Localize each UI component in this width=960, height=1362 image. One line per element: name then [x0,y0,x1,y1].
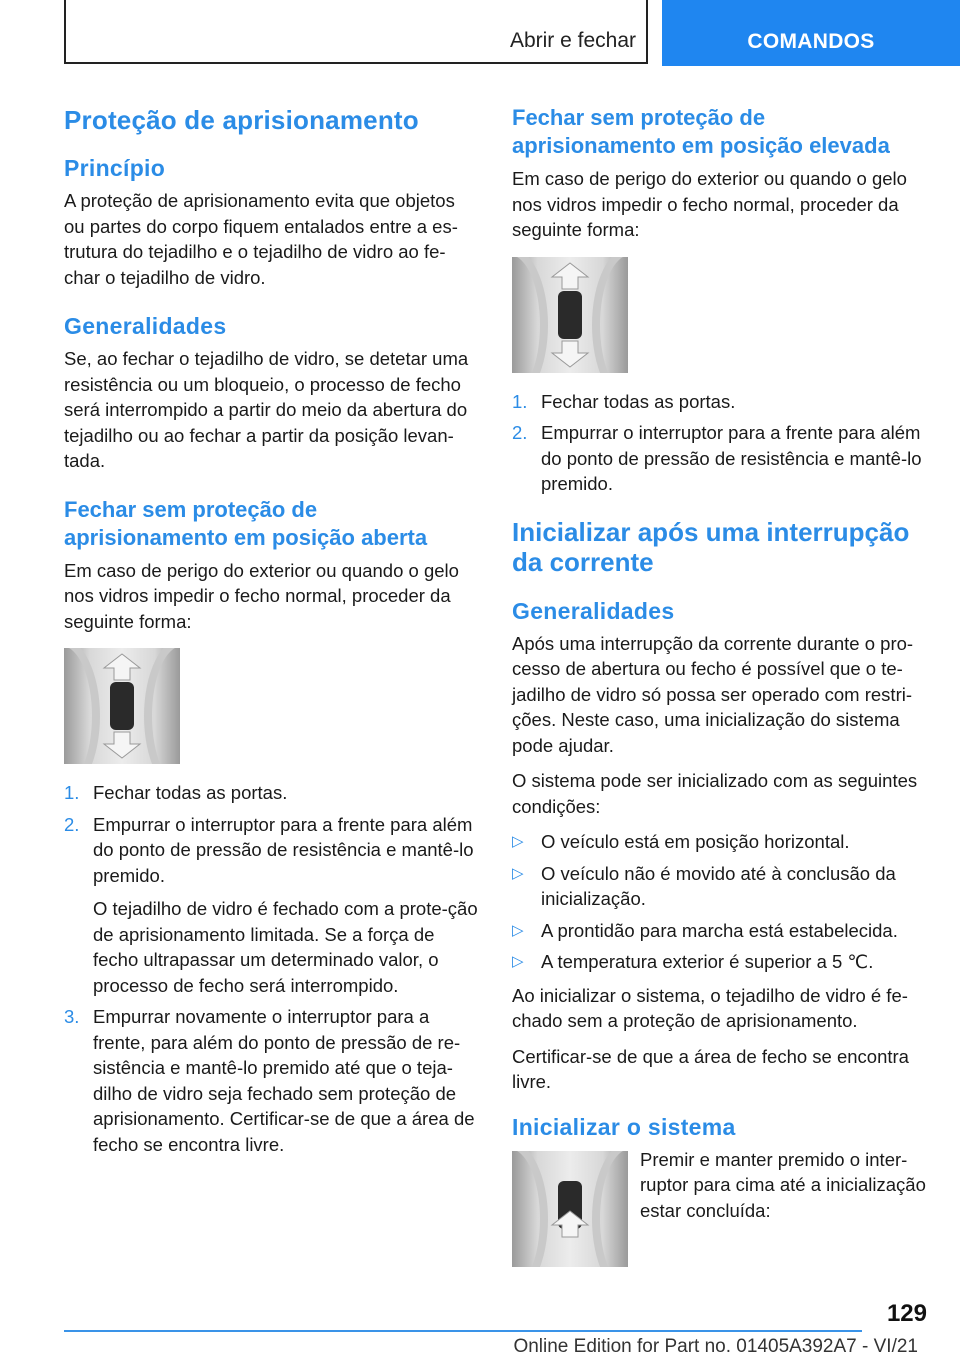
elevada-heading: Fechar sem proteção de aprisionamento em posição elevada [512,105,890,158]
arrow-down-icon [550,339,590,369]
principio-heading: Princípio [64,155,166,181]
footer-divider [64,1330,862,1332]
list-item: 1. Fechar todas as portas. [64,782,288,803]
arrow-up-icon [102,652,142,682]
triangle-bullet-icon: ▷ [512,833,524,850]
aberta-steps-list [64,780,480,1157]
arrow-down-icon [102,730,142,760]
sys-heading: Inicializar o sistema [512,1113,736,1140]
triangle-bullet-icon: ▷ [512,864,524,882]
elevada-text: Em caso de perigo do exterior ou quando o gelo nos vidros impedir o fecho normal, proceder da seguinte forma: [512,168,907,240]
list-item: ▷ A prontidão para marcha está estabelecida. [512,918,928,944]
gen-text-4: Certificar-se de que a área de fecho se encontra livre. [512,1045,909,1092]
switch-icon [558,291,582,339]
aberta-text: Em caso de perigo do exterior ou quando o gelo nos vidros impedir o fecho normal, proceder da seguinte forma: [64,559,459,632]
triangle-bullet-icon: ▷ [512,921,524,939]
list-item: 1. Fechar todas as portas. [512,390,736,412]
switch-illustration-up [512,1151,628,1267]
elevada-steps-list [512,389,928,497]
arrow-up-icon [550,1209,590,1239]
sys-text: Premir e manter premido o inter-ruptor para cima até a inicialização estar concluída: [640,1148,926,1221]
gen-text-2: O sistema pode ser inicializado com as seguintes condições: [512,770,918,817]
generalidades-text: Se, ao fechar o tejadilho de vidro, se detetar uma resistência ou um bloqueio, o processo de fecho será interrompido a partir do meio da abertura do tejadilho ou ao fechar a partir da posição levan-tada. [64,348,469,471]
sys-block [512,1147,928,1267]
aberta-heading: Fechar sem proteção de aprisionamento em posição aberta [64,496,428,550]
list-item: 2. Empurrar o interruptor para a frente para além do ponto de pressão de resistência e mantê-lo premido. O tejadilho de vidro é fechado com a prote-ção de aprisionamento limitada. Se a força de fecho ultrapassar um determinado valor, o processo de fecho será interrompido. [64,813,478,996]
gen-heading: Generalidades [512,597,675,624]
gen-text-1: Após uma interrupção da corrente durante o pro-cesso de abertura ou fecho é possível que o te-jadilho de vidro só possa ser operado com restri-ções. Neste caso, uma inicialização do sistema pode ajudar. [512,632,914,756]
init-heading: Inicializar após uma interrupção da corrente [512,516,910,577]
list-item: ▷ A temperatura exterior é superior a 5 ℃. [512,949,928,975]
conditions-list [512,829,928,975]
list-item: ▷ O veículo está em posição horizontal. [512,829,928,855]
header-chapter-tab: COMANDOS [662,0,960,66]
list-item: 2. Empurrar o interruptor para a frente para além do ponto de pressão de resistência e mantê-lo premido. [512,422,922,494]
right-column [512,100,928,1267]
switch-illustration-updown [512,257,628,373]
page-number: 129 [886,1300,927,1327]
switch-illustration-updown [64,648,180,764]
footer-edition: Online Edition for Part no. 01405A392A7 - VI/21 [513,1336,918,1357]
principio-text: A proteção de aprisionamento evita que objetos ou partes do corpo fiquem entalados entre a es-trutura do tejadilho e o tejadilho de vidro ao fe-char o tejadilho de vidro. [64,190,458,288]
gen-text-3: Ao inicializar o sistema, o tejadilho de vidro é fe-chado sem a proteção de aprisionamento. [512,984,908,1031]
arrow-up-icon [550,261,590,291]
list-item: 3. Empurrar novamente o interruptor para a frente, para além do ponto de pressão de re-sistência e mantê-lo premido até que o teja-dilho de vidro seja fechado sem proteção de aprisionamento. Certificar-se de que a área de fecho se encontra livre. [64,1006,475,1155]
list-item: ▷ O veículo não é movido até à conclusão da inicialização. [512,862,896,909]
triangle-bullet-icon: ▷ [512,953,524,970]
page-title: Proteção de aprisionamento [64,105,419,135]
left-column [64,100,480,1167]
switch-icon [110,682,134,730]
generalidades-heading: Generalidades [64,313,227,339]
header-section-title: Abrir e fechar [509,29,636,52]
